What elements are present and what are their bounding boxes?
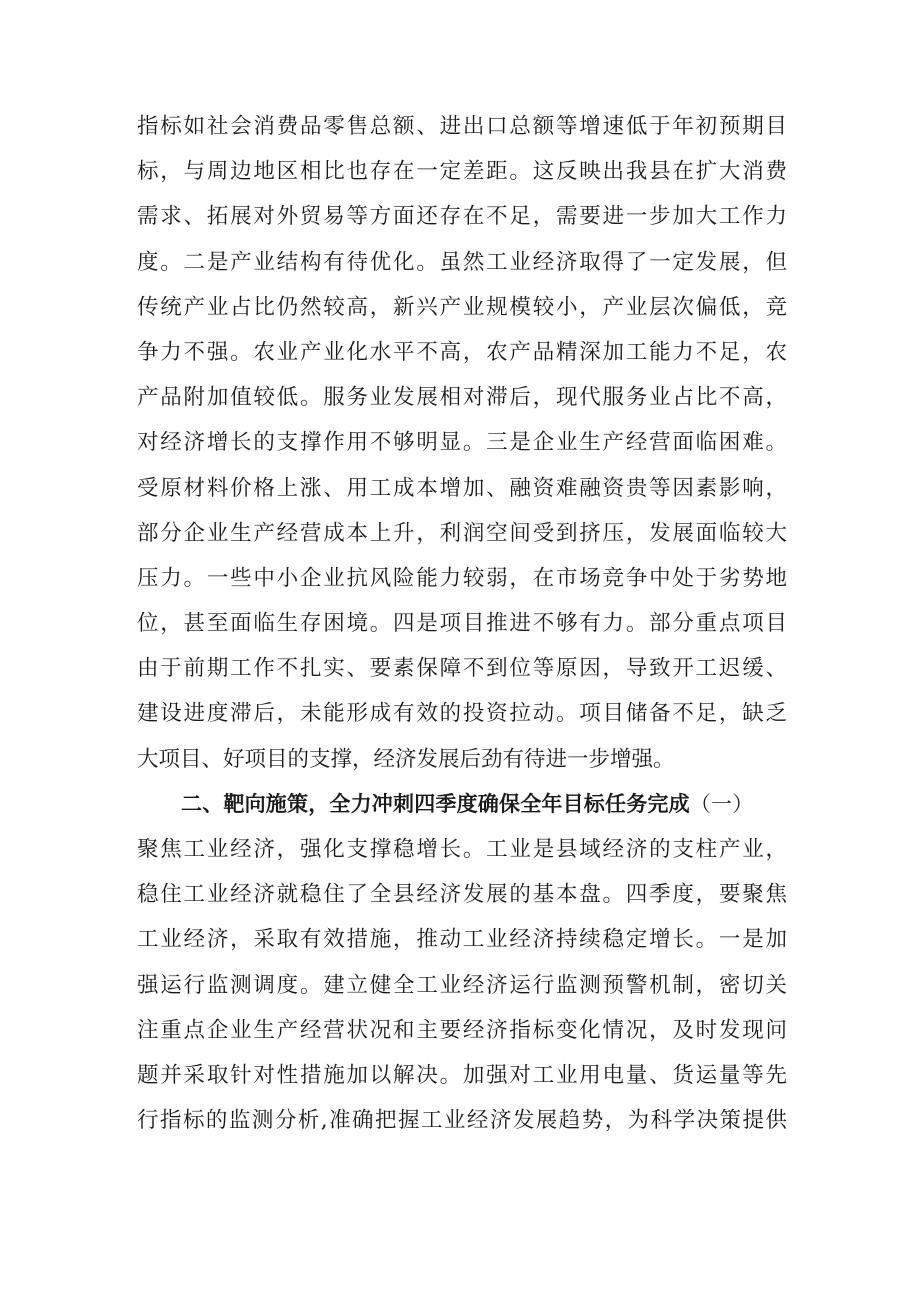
- text-line: 压力。一些中小企业抗风险能力较弱，在市场竞争中处于劣势地: [137, 565, 787, 591]
- text-line: 注重点企业生产经营状况和主要经济指标变化情况，及时发现问: [137, 1017, 787, 1043]
- text-line: 产品附加值较低。服务业发展相对滞后，现代服务业占比不高，: [137, 385, 787, 411]
- text-line: 传统产业占比仍然较高，新兴产业规模较小，产业层次偏低，竞: [137, 294, 787, 320]
- body-text: [137, 104, 787, 1143]
- text-line: 行指标的监测分析,准确把握工业经济发展趋势，为科学决策提供: [137, 1108, 787, 1134]
- section-heading-title: 二、靶向施策，全力冲刺四季度确保全年目标任务完成: [181, 791, 690, 816]
- text-line: 受原材料价格上涨、用工成本增加、融资难融资贵等因素影响，: [137, 475, 787, 501]
- text-line: 对经济增长的支撑作用不够明显。三是企业生产经营面临困难。: [137, 430, 787, 456]
- text-line: 强运行监测调度。建立健全工业经济运行监测预警机制，密切关: [137, 972, 787, 998]
- text-line: 稳住工业经济就稳住了全县经济发展的基本盘。四季度，要聚焦: [137, 882, 787, 908]
- text-line: 工业经济，采取有效措施，推动工业经济持续稳定增长。一是加: [137, 927, 787, 953]
- section-heading: [137, 782, 787, 827]
- text-line: 部分企业生产经营成本上升，利润空间受到挤压，发展面临较大: [137, 520, 787, 546]
- text-line: 建设进度滞后，未能形成有效的投资拉动。项目储备不足，缺乏: [137, 701, 787, 727]
- text-line: 由于前期工作不扎实、要素保障不到位等原因，导致开工迟缓、: [137, 656, 787, 682]
- text-line: 聚焦工业经济，强化支撑稳增长。工业是县域经济的支柱产业，: [137, 837, 787, 862]
- text-line: 大项目、好项目的支撑，经济发展后劲有待进一步增强。: [137, 746, 675, 772]
- text-line: 度。二是产业结构有待优化。虽然工业经济取得了一定发展，但: [137, 249, 787, 275]
- text-line: 指标如社会消费品零售总额、进出口总额等增速低于年初预期目: [137, 114, 787, 139]
- text-line: 位，甚至面临生存困境。四是项目推进不够有力。部分重点项目: [137, 611, 787, 637]
- subsection-number: （一）: [689, 791, 754, 816]
- text-line: 题并采取针对性措施加以解决。加强对工业用电量、货运量等先: [137, 1062, 787, 1088]
- text-line: 标，与周边地区相比也存在一定差距。这反映出我县在扩大消费: [137, 159, 787, 185]
- text-line: 需求、拓展对外贸易等方面还存在不足，需要进一步加大工作力: [137, 204, 787, 230]
- text-line: 争力不强。农业产业化水平不高，农产品精深加工能力不足，农: [137, 339, 787, 365]
